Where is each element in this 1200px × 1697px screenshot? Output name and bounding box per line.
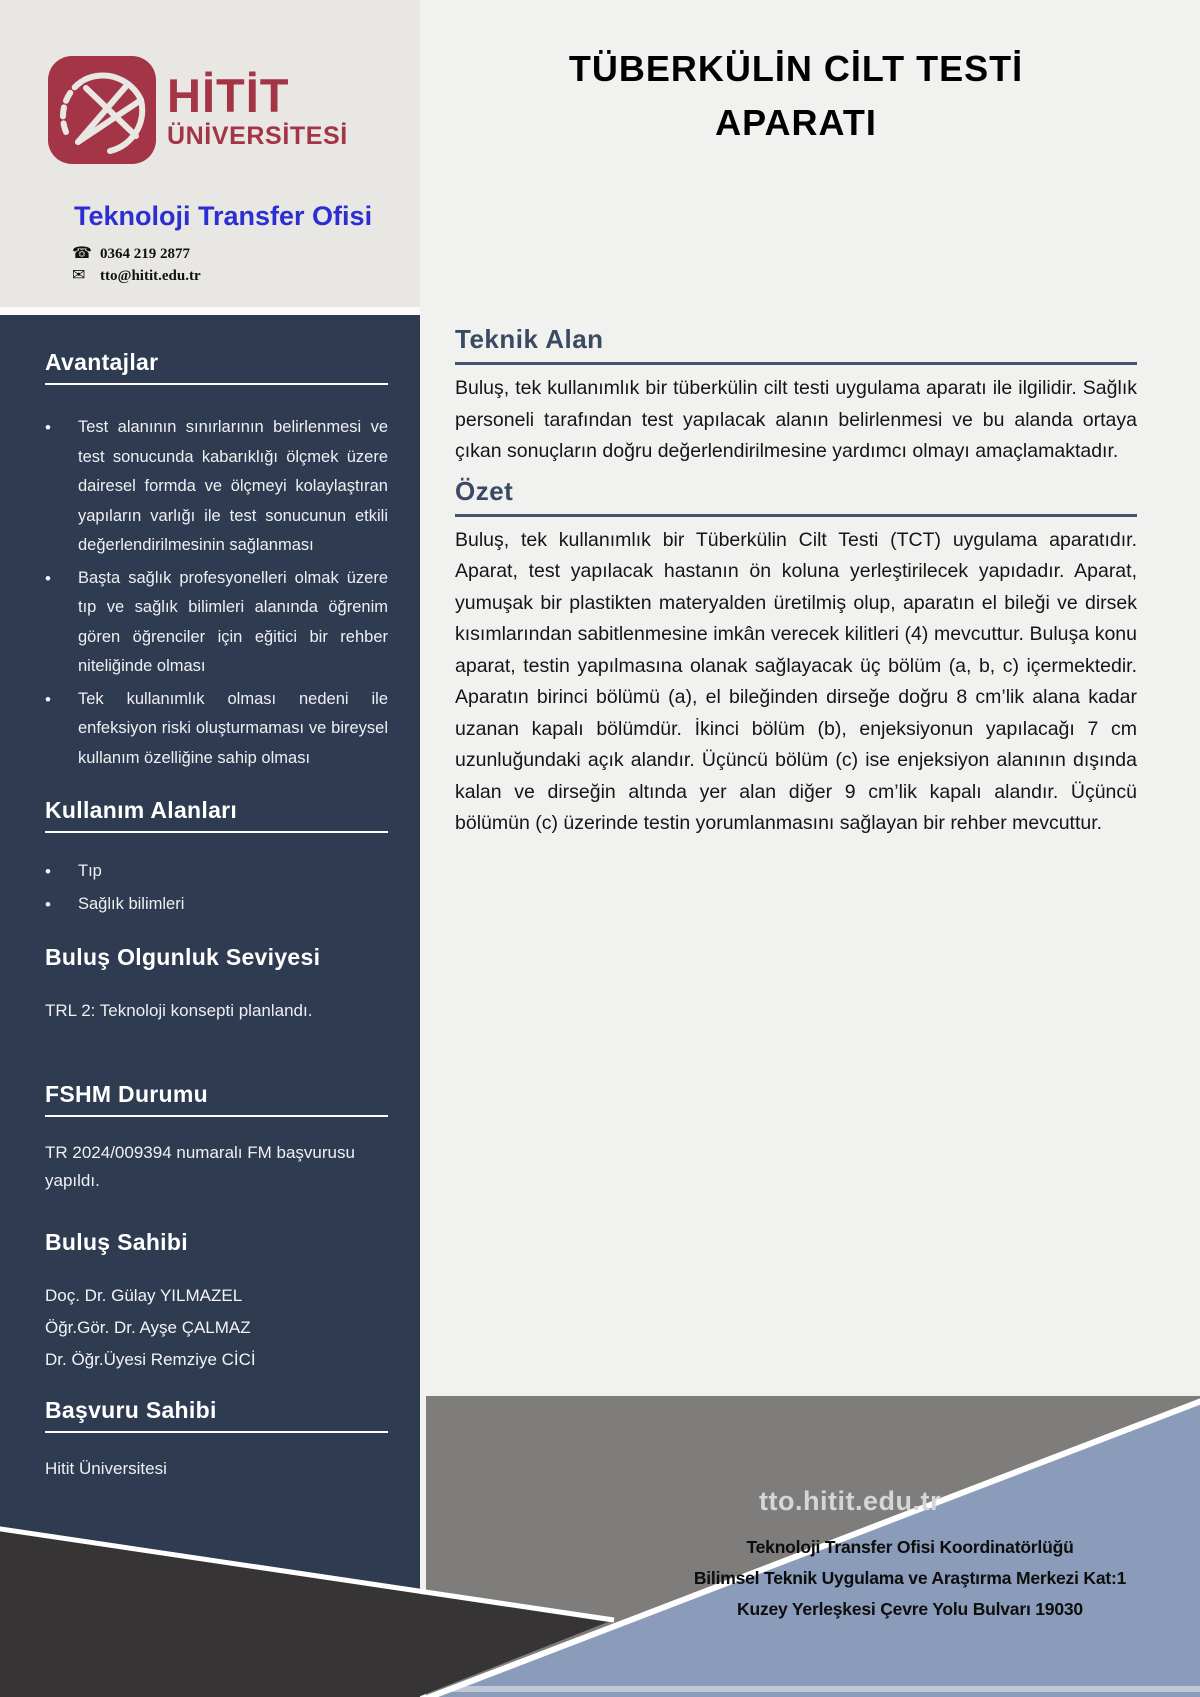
list-item: [45, 685, 388, 774]
section-avantajlar: [45, 348, 388, 776]
list-item: [45, 413, 388, 561]
kullanim-alanlari-list: [45, 857, 388, 919]
brand-title: HİTİT: [167, 69, 290, 122]
section-olgunluk: [45, 943, 388, 1025]
list-item-text: Tek kullanımlık olması nedeni ile enfeksiyon riski oluşturmaması ve bireysel kullanım özelliğine sahip olması: [78, 689, 388, 767]
address-line: Kuzey Yerleşkesi Çevre Yolu Bulvarı 19030: [737, 1599, 1083, 1619]
fshm-text: TR 2024/009394 numaralı FM başvurusu yapıldı.: [45, 1143, 355, 1190]
inventor-name: Dr. Öğr.Üyesi Remziye CİCİ: [45, 1350, 256, 1369]
list-item: [45, 564, 388, 682]
inventor-names: [45, 1280, 388, 1376]
website-url[interactable]: tto.hitit.edu.tr: [759, 1486, 941, 1516]
address-line: Bilimsel Teknik Uygulama ve Araştırma Merkezi Kat:1: [693, 1568, 1127, 1588]
address-line: Teknoloji Transfer Ofisi Koordinatörlüğü: [746, 1537, 1074, 1557]
list-item-text: Test alanının sınırlarının belirlenmesi ve test sonucunda kabarıklığı ölçmek üzere dairesel formda ve ölçmeyi kolaylaştıran yapıların varlığı ile test sonucunun etkili değerlendirilmesinin sağlanması: [78, 418, 388, 554]
main-content: [455, 322, 1137, 843]
kullanim-alanlari-heading: Kullanım Alanları: [45, 796, 388, 833]
footer-address: [610, 1532, 1200, 1625]
avantajlar-heading: Avantajlar: [45, 348, 388, 385]
email-address[interactable]: tto@hitit.edu.tr: [100, 267, 201, 284]
ozet-heading: Özet: [455, 474, 1137, 517]
inventor-name: Öğr.Gör. Dr. Ayşe ÇALMAZ: [45, 1318, 251, 1337]
document-title: [455, 42, 1137, 150]
bullet-icon: •: [45, 862, 51, 881]
teknik-alan-heading: Teknik Alan: [455, 322, 1137, 365]
section-bulus-sahibi: [45, 1228, 388, 1376]
olgunluk-text: TRL 2: Teknoloji konsepti planlandı.: [45, 1001, 313, 1020]
bullet-icon: •: [45, 689, 51, 709]
card-divider: [0, 307, 420, 315]
phone-number: 0364 219 2877: [100, 245, 190, 262]
section-fshm: [45, 1080, 388, 1195]
avantajlar-list: [45, 413, 388, 773]
basvuru-sahibi-heading: Başvuru Sahibi: [45, 1396, 388, 1433]
bulus-sahibi-heading: Buluş Sahibi: [45, 1229, 188, 1255]
ozet-paragraph: Buluş, tek kullanımlık bir Tüberkülin Cilt Testi (TCT) uygulama aparatıdır. Aparat, test yapılacak hastanın ön koluna yerleştirilecek yapıdadır. Aparat, yumuşak bir plastikten materyalden üretilmiş olup, aparatın el bileği ve dirsek kısımlarından sabitlenmesine imkân verecek kilitleri (4) mevcuttur. Buluşa konu aparat, testin yapılmasına olanak sağlayacak üç bölüm (a, b, c) içermektedir. Aparatın birinci bölümü (a), el bileğinden dirseğe doğru 8 cm’lik alana kadar uzanan kapalı bölümdür. İkinci bölüm (b), enjeksiyonun yapılacağı 7 cm uzunluğundaki açık alandır. Üçüncü bölüm (c) ise enjeksiyon alanının dışında kalan ve dirseğin altında yer alan diğer 9 cm’lik kapalı alandır. Üçüncü bölümün (c) üzerinde testin yorumlanmasını sağlayan bir rehber mevcuttur.: [455, 528, 1137, 834]
fshm-heading: FSHM Durumu: [45, 1080, 388, 1117]
bullet-icon: •: [45, 568, 51, 588]
list-item-text: Sağlık bilimleri: [78, 894, 185, 913]
section-kullanim-alanlari: [45, 796, 388, 922]
phone-icon: ☎: [72, 245, 92, 262]
bullet-icon: •: [45, 418, 51, 437]
document-title-line2: APARATI: [715, 102, 877, 143]
footer-bottom-strip: [452, 1686, 1200, 1692]
brand-card: [0, 0, 420, 307]
list-item: [45, 890, 388, 920]
teknik-alan-paragraph: Buluş, tek kullanımlık bir tüberkülin cilt testi uygulama aparatı ile ilgilidir. Sağlık personeli tarafından test yapılacak alanın belirlenmesi ve bu alanda ortaya çıkan sonuçların doğru değerlendirilmesine yardımcı olmayı amaçlamaktadır.: [455, 377, 1137, 462]
email-icon: ✉: [72, 267, 86, 284]
email-row: [72, 265, 372, 287]
contact-block: [72, 243, 372, 287]
list-item-text: Tıp: [78, 862, 102, 880]
document-title-line1: TÜBERKÜLİN CİLT TESTİ: [568, 48, 1024, 89]
phone-row: [72, 243, 372, 265]
olgunluk-heading: Buluş Olgunluk Seviyesi: [45, 944, 321, 970]
applicant-name: Hitit Üniversitesi: [45, 1459, 167, 1478]
office-label: Teknoloji Transfer Ofisi: [74, 201, 373, 231]
inventor-name: Doç. Dr. Gülay YILMAZEL: [45, 1286, 243, 1305]
bullet-icon: •: [45, 894, 51, 914]
list-item: [45, 857, 388, 887]
list-item-text: Başta sağlık profesyonelleri olmak üzere tıp ve sağlık bilimleri alanında öğrenim gören öğrenciler için eğitici bir rehber niteliğinde olması: [78, 568, 388, 675]
hitit-university-logo-icon: [48, 56, 156, 164]
brand-subtitle: ÜNİVERSİTESİ: [167, 122, 348, 150]
